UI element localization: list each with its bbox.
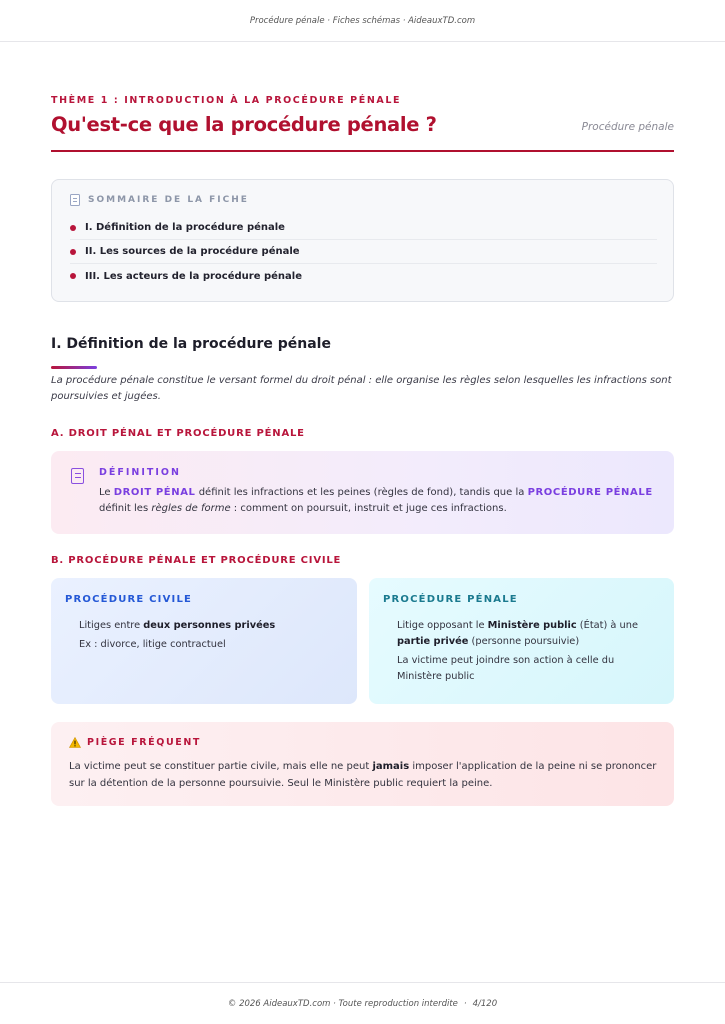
card-label: PROCÉDURE CIVILE [65,594,193,605]
card-text: (personne poursuivie) [468,636,580,647]
card-line: La victime peut joindre son action à celle du Ministère public [397,655,615,682]
definition-text [99,485,659,517]
summary-box [51,179,674,302]
card-bold: Ministère public [487,620,577,631]
bullet-icon [70,225,76,231]
section-underline [51,366,97,369]
summary-item[interactable] [70,240,657,264]
definition-text-part: Le [99,487,114,498]
footer-copyright: © 2026 AideauxTD.com · Toute reproduction interdite [227,998,458,1009]
running-footer [0,982,725,1024]
subject-tag: Procédure pénale [581,121,674,133]
summary-item-label: II. Les sources de la procédure pénale [85,246,300,257]
trap-label: PIÈGE FRÉQUENT [87,737,201,748]
card-procedure-penale [369,578,674,704]
warning-icon [69,737,81,748]
trap-bold: jamais [372,761,410,772]
footer-separator: · [463,998,467,1009]
trap-text [69,758,664,792]
card-line [397,618,647,650]
summary-heading [70,194,249,206]
page-title: Qu'est-ce que la procédure pénale ? [51,113,437,136]
summary-item[interactable] [70,216,657,240]
summary-item-label: III. Les acteurs de la procédure pénale [85,270,302,282]
trap-heading [69,737,201,748]
page-number: 4/120 [472,998,498,1009]
definition-text-part: définit les [99,503,152,514]
running-title: Procédure pénale · Fiches schémas · AideauxTD.com [249,15,476,26]
definition-italic: règles de forme [151,503,231,514]
book-icon [71,468,84,484]
theme-label: THÈME 1 : INTRODUCTION À LA PROCÉDURE PÉNALE [51,95,402,106]
card-body [79,618,341,656]
card-procedure-civile [51,578,357,704]
bullet-icon [70,273,76,279]
card-bold: deux personnes privées [143,620,276,631]
summary-list [70,216,657,288]
section-title: I. Définition de la procédure pénale [51,336,331,352]
trap-text-part: imposer l'application de la peine ni se prononcer sur la détention de la personne poursuivie. Seul le Ministère public requiert la peine. [69,761,657,789]
subheading-a: A. DROIT PÉNAL ET PROCÉDURE PÉNALE [51,428,305,439]
section-intro: La procédure pénale constitue le versant formel du droit pénal : elle organise les règles selon lesquelles les infractions sont poursuivies et jugées. [51,375,672,402]
summary-item-label: I. Définition de la procédure pénale [85,222,285,233]
keyword-droit-penal: DROIT PÉNAL [113,487,196,498]
title-divider [51,150,674,152]
definition-label: DÉFINITION [99,467,181,478]
card-bold: partie privée [397,636,469,647]
definition-text-part: : comment on poursuit, instruit et juge ces infractions. [230,503,507,514]
document-icon [70,194,80,206]
keyword-procedure-penale: PROCÉDURE PÉNALE [527,487,653,498]
summary-heading-label: SOMMAIRE DE LA FICHE [88,195,249,205]
card-label: PROCÉDURE PÉNALE [383,594,518,605]
trap-text-part: La victime peut se constituer partie civile, mais elle ne peut [69,761,373,772]
definition-text-part: définit les infractions et les peines (règles de fond), tandis que la [195,487,528,498]
bullet-icon [70,249,76,255]
card-line [79,618,341,634]
definition-box [51,451,674,534]
card-body [397,618,647,688]
card-text: Litiges entre [79,620,144,631]
trap-box [51,722,674,806]
running-header [0,0,725,42]
card-text: (État) à une [576,620,638,631]
card-text: Litige opposant le [397,620,488,631]
summary-item[interactable] [70,264,657,288]
subheading-b: B. PROCÉDURE PÉNALE ET PROCÉDURE CIVILE [51,555,342,566]
card-line: Ex : divorce, litige contractuel [79,639,226,650]
